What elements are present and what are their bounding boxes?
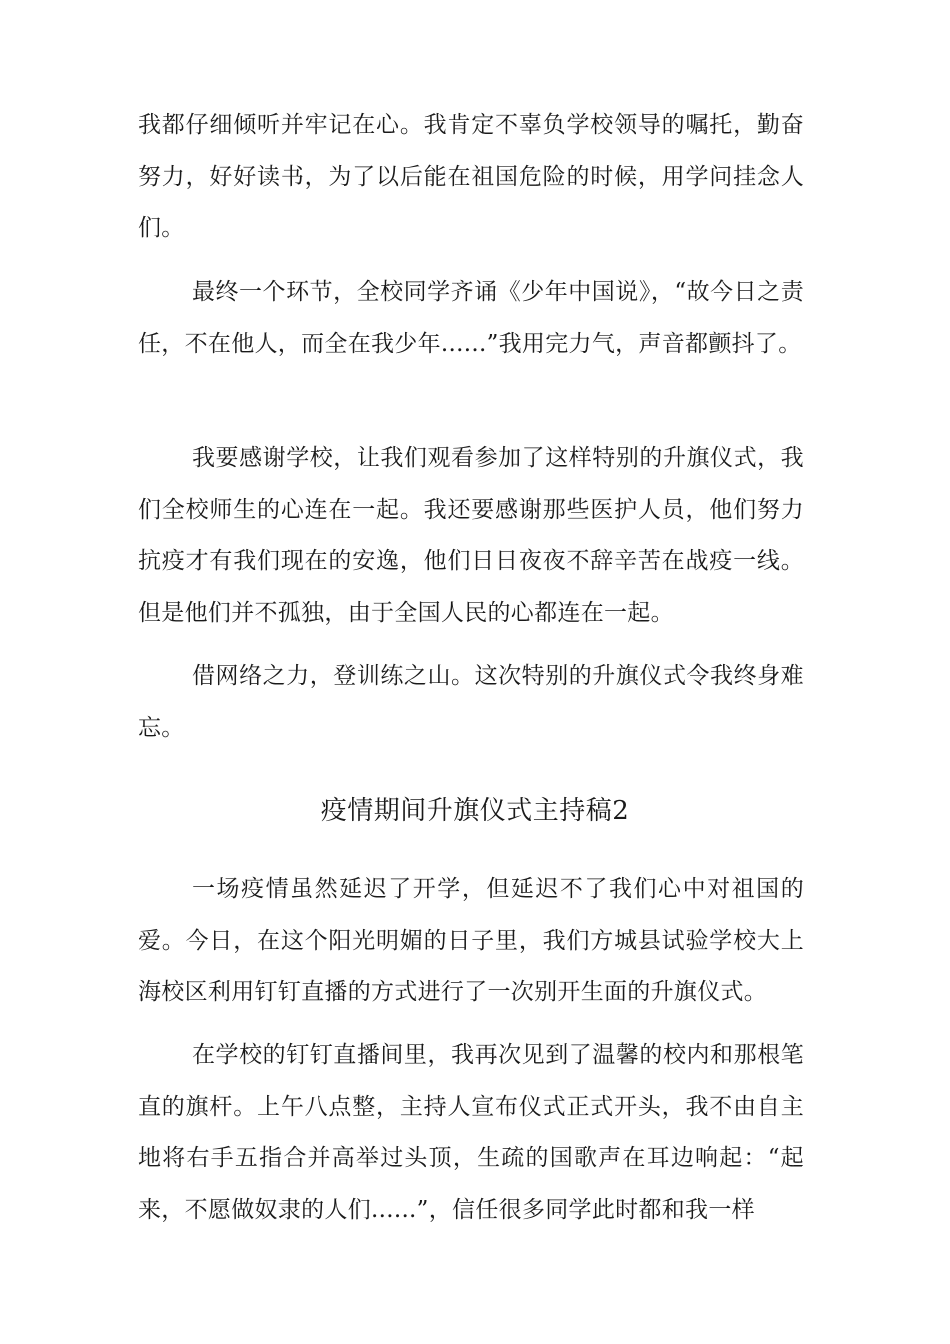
paragraph-gratitude: 我要感谢学校，让我们观看参加了这样特别的升旗仪式，我们全校师生的心连在一起。我还要感谢那些医护人员，他们努力抗疫才有我们现在的安逸，他们日日夜夜不辞辛苦在战疫一线。但是他们并不孤独，由于全国人民的心都连在一起。 xyxy=(138,445,804,626)
paragraph-recitation: 最终一个环节，全校同学齐诵《少年中国说》，“故今日之责任，不在他人，而全在我少年......”我用完力气，声音都颤抖了。 xyxy=(138,279,804,357)
paragraph-conclusion: 借网络之力，登训练之山。这次特别的升旗仪式令我终身难忘。 xyxy=(138,663,804,741)
paragraph-continuation: 我都仔细倾听并牢记在心。我肯定不辜负学校领导的嘱托，勤奋努力，好好读书，为了以后能在祖国危险的时候，用学问挂念人们。 xyxy=(138,112,804,241)
paragraph-intro: 一场疫情虽然延迟了开学，但延迟不了我们心中对祖国的爱。今日，在这个阳光明媚的日子里，我们方城县试验学校大上海校区利用钉钉直播的方式进行了一次别开生面的升旗仪式。 xyxy=(138,876,804,1005)
section-title: 疫情期间升旗仪式主持稿2 xyxy=(320,796,630,826)
paragraph-livestream: 在学校的钉钉直播间里，我再次见到了温馨的校内和那根笔直的旗杆。上午八点整，主持人宣布仪式正式开头，我不由自主地将右手五指合并高举过头顶，生疏的国歌声在耳边响起：“起来，不愿做奴隶的人们......”，信任很多同学此时都和我一样 xyxy=(138,1042,804,1223)
